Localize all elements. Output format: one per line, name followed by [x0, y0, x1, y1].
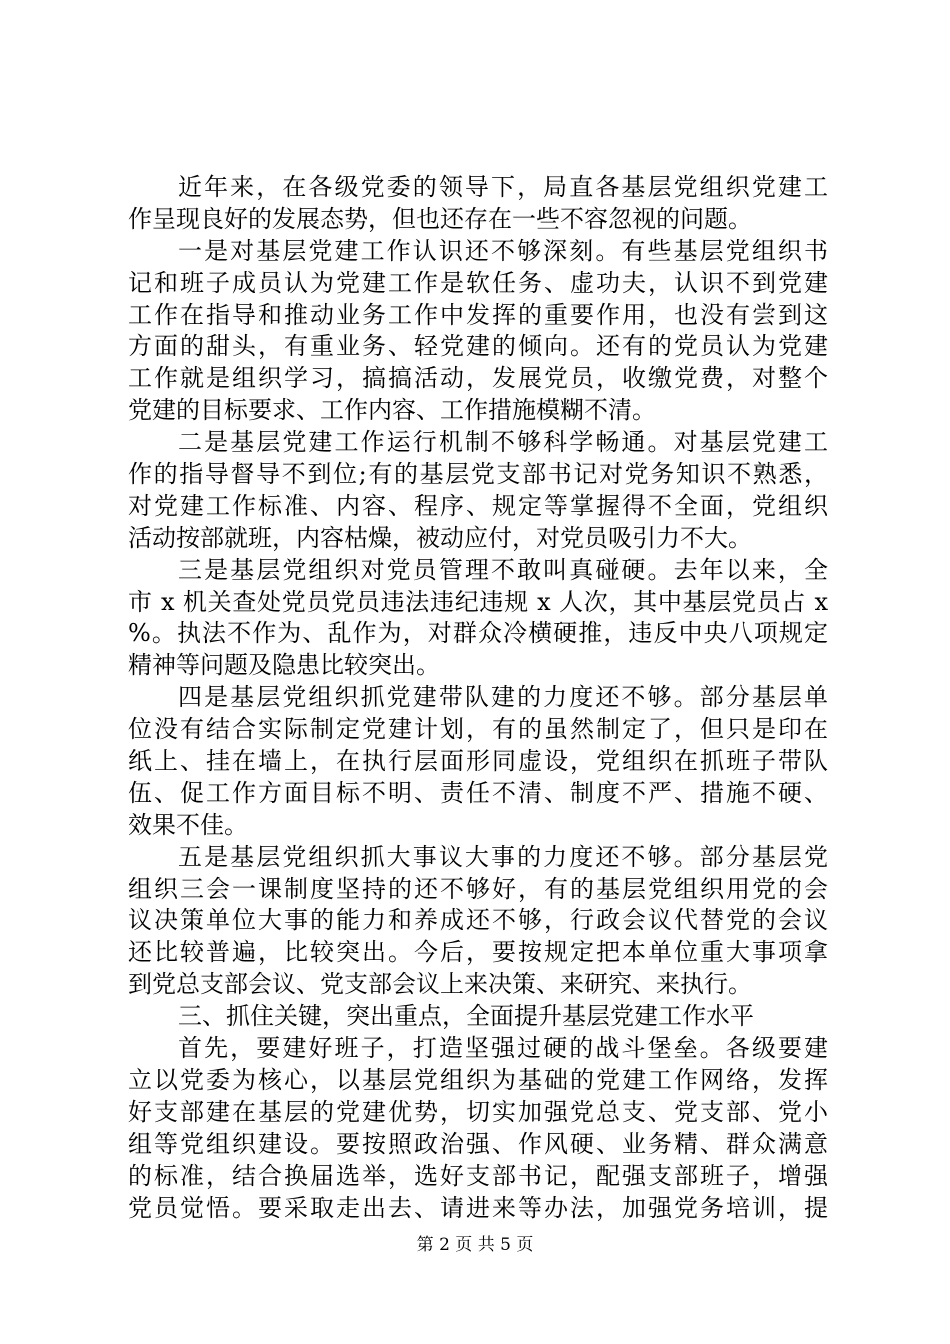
text-line: 市 x 机关查处党员党员违法违纪违规 x 人次，其中基层党员占 x: [128, 587, 828, 616]
text-line: 位没有结合实际制定党建计划，有的虽然制定了，但只是印在: [128, 715, 828, 744]
text-line: 活动按部就班，内容枯燥，被动应付，对党员吸引力不大。: [128, 523, 752, 552]
page-footer: 第 2 页 共 5 页: [416, 1235, 534, 1255]
text-line: 立以党委为核心，以基层党组织为基础的党建工作网络，发挥: [128, 1065, 828, 1094]
text-line: %。执法不作为、乱作为，对群众冷横硬推，违反中央八项规定: [128, 619, 828, 648]
text-line: 到党总支部会议、党支部会议上来决策、来研究、来执行。: [128, 970, 752, 999]
text-line: 工作在指导和推动业务工作中发挥的重要作用，也没有尝到这: [128, 300, 828, 329]
text-line: 党建的目标要求、工作内容、工作措施模糊不清。: [128, 396, 656, 425]
text-line: 精神等问题及隐患比较突出。: [128, 651, 440, 680]
text-line: 二是基层党建工作运行机制不够科学畅通。对基层党建工: [178, 428, 828, 457]
text-line: 效果不佳。: [128, 810, 248, 839]
text-line: 三、抓住关键，突出重点，全面提升基层党建工作水平: [178, 1002, 754, 1031]
text-line: 首先，要建好班子，打造坚强过硬的战斗堡垒。各级要建: [178, 1034, 828, 1063]
text-line: 四是基层党组织抓党建带队建的力度还不够。部分基层单: [178, 683, 828, 712]
text-line: 的标准，结合换届选举，选好支部书记，配强支部班子，增强: [128, 1161, 828, 1190]
text-line: 近年来，在各级党委的领导下，局直各基层党组织党建工: [178, 173, 828, 201]
text-line: 对党建工作标准、内容、程序、规定等掌握得不全面，党组织: [128, 491, 828, 520]
text-line: 伍、促工作方面目标不明、责任不清、制度不严、措施不硬、: [128, 778, 828, 807]
text-line: 纸上、挂在墙上，在执行层面形同虚设，党组织在抓班子带队: [128, 747, 828, 776]
text-line: 作呈现良好的发展态势，但也还存在一些不容忽视的问题。: [128, 204, 752, 233]
document-body: [128, 172, 828, 1224]
text-line: 还比较普遍，比较突出。今后，要按规定把本单位重大事项拿: [128, 938, 828, 967]
text-line: 五是基层党组织抓大事议大事的力度还不够。部分基层党: [178, 842, 828, 871]
text-line: 组织三会一课制度坚持的还不够好，有的基层党组织用党的会: [128, 874, 828, 903]
text-line: 工作就是组织学习，搞搞活动，发展党员，收缴党费，对整个: [128, 364, 828, 393]
text-line: 议决策单位大事的能力和养成还不够，行政会议代替党的会议: [128, 906, 828, 935]
text-line: 作的指导督导不到位;有的基层党支部书记对党务知识不熟悉，: [128, 460, 828, 489]
text-line: 三是基层党组织对党员管理不敢叫真碰硬。去年以来，全: [178, 555, 828, 584]
text-line: 好支部建在基层的党建优势，切实加强党总支、党支部、党小: [128, 1097, 828, 1126]
text-line: 记和班子成员认为党建工作是软任务、虚功夫，认识不到党建: [128, 268, 828, 297]
text-line: 一是对基层党建工作认识还不够深刻。有些基层党组织书: [178, 236, 828, 265]
text-line: 方面的甜头，有重业务、轻党建的倾向。还有的党员认为党建: [128, 332, 828, 361]
text-line: 党员觉悟。要采取走出去、请进来等办法，加强党务培训，提: [128, 1193, 828, 1222]
text-line: 组等党组织建设。要按照政治强、作风硬、业务精、群众满意: [128, 1129, 828, 1158]
